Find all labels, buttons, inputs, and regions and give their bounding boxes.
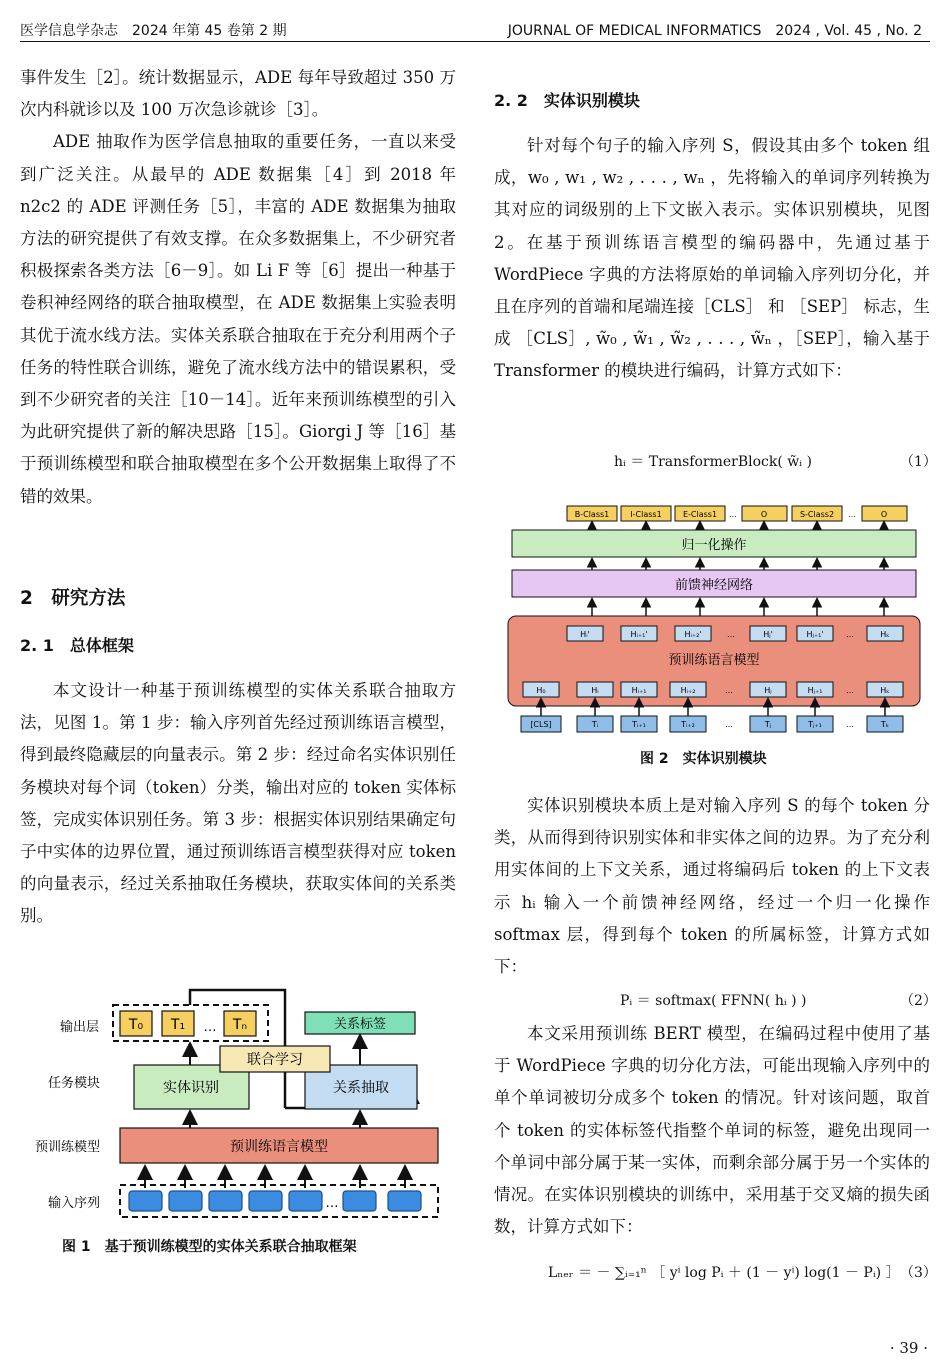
- right-column-lower: [494, 1018, 930, 1243]
- fig2-hbot-8: Hₖ: [880, 686, 890, 695]
- fig2-t-2: Tᵢ₊₁: [632, 720, 646, 729]
- fig2-hbot-0: H₀: [536, 686, 546, 695]
- fig2-hbot-5: Hⱼ: [764, 686, 772, 695]
- fig1-input-token: [343, 1191, 376, 1211]
- figure-2-caption: 图 2 实体识别模块: [640, 751, 767, 767]
- subsection-heading-framework: 2. 1 总体框架: [20, 636, 134, 655]
- fig2-htop-2: Hᵢ₊₂': [684, 630, 702, 639]
- fig2-htop-7: Hₖ: [880, 630, 890, 639]
- fig2-t-5: Tⱼ: [764, 720, 772, 729]
- fig2-t-7: …: [846, 720, 854, 729]
- fig2-hbot-4: …: [725, 686, 733, 695]
- fig2-t-3: Tᵢ₊₂: [681, 720, 695, 729]
- fig1-plm-label: 预训练语言模型: [230, 1139, 328, 1155]
- fig2-t-1: Tᵢ: [591, 720, 599, 729]
- fig2-htop-4: Hⱼ': [763, 630, 773, 639]
- left-column-upper: [20, 62, 456, 513]
- fig2-norm-label: 归一化操作: [681, 538, 747, 553]
- fig2-htop-5: Hⱼ₊₁': [806, 630, 824, 639]
- fig2-htop-0: Hᵢ': [580, 630, 590, 639]
- fig1-token-1-label: T₁: [170, 1017, 186, 1033]
- fig2-t-6: Tⱼ₊₁: [808, 720, 822, 729]
- fig1-ner-label: 实体识别: [163, 1080, 219, 1096]
- fig2-label-5: S-Class2: [799, 510, 835, 519]
- fig2-hbot-1: Hᵢ: [591, 686, 599, 695]
- paragraph-framework: 本文设计一种基于预训练模型的实体关系联合抽取方法，见图 1。第 1 步：输入序列首先经过预训练语言模型，得到最终隐藏层的向量表示。第 2 步：经过命名实体识别任务模块对每个词（token）分类，输出对应的 token 实体标签，完成实体识别任务。第 3 步：根据实体识别结果确定句子中实体的边界位置，通过预训练语言模型获得对应 token 的向量表示，经过关系抽取任务模块，获取实体间的关系类别。: [20, 681, 456, 926]
- figure-1-caption: 图 1 基于预训练模型的实体关系联合抽取框架: [62, 1239, 357, 1255]
- fig2-label-1: I-Class1: [630, 510, 662, 519]
- left-column-lower: [20, 675, 456, 933]
- fig2-hbot-2: Hᵢ₊₁: [631, 686, 647, 695]
- fig1-input-ellipsis: …: [325, 1196, 339, 1211]
- fig2-label-3: …: [729, 510, 737, 519]
- fig1-output-ellipsis: …: [203, 1020, 217, 1035]
- equation-1: hᵢ ＝ TransformerBlock( w̃ᵢ ): [614, 454, 813, 470]
- fig1-label-task: 任务模块: [48, 1076, 101, 1091]
- fig2-hbot-7: …: [846, 686, 854, 695]
- paragraph-ade-background: ADE 抽取作为医学信息抽取的重要任务，一直以来受到广泛关注。从最早的 ADE 数据集［4］到 2018 年 n2c2 的 ADE 评测任务［5］，丰富的 ADE 数据集为抽取方法的研究提供了有效支撑。在众多数据集上，不少研究者积极探索各类方法［6－9］。如 Li F 等［6］提出一种基于卷积神经网络的联合抽取模型，在 ADE 数据集上实验表明其优于流水线方法。实体关系联合抽取在于充分利用两个子任务的特性联合训练，避免了流水线方法中的错误累积，受到不少研究者的关注［10－14］。近年来预训练模型的引入为此研究提供了新的解决思路［15］。Giorgi J 等［16］基于预训练模型和联合抽取模型在多个公开数据集上取得了不错的效果。: [20, 132, 456, 506]
- fig1-input-token: [169, 1191, 202, 1211]
- fig2-htop-1: Hᵢ₊₁': [630, 630, 648, 639]
- journal-header-right: JOURNAL OF MEDICAL INFORMATICS 2024 , Vol. 45 , No. 2: [507, 23, 922, 39]
- fig2-htop-6: …: [846, 630, 854, 639]
- equation-2-number: （2）: [900, 993, 937, 1009]
- fig2-hbot-6: Hⱼ₊₁: [807, 686, 823, 695]
- fig1-relation-label: 关系标签: [333, 1017, 387, 1032]
- right-column-middle: [494, 790, 930, 983]
- figure-2-diagram: [505, 498, 925, 738]
- journal-header-left: 医学信息学杂志 2024 年第 45 卷第 2 期: [20, 23, 287, 39]
- fig1-token-0-label: T₀: [128, 1017, 144, 1033]
- fig2-label-6: …: [848, 510, 856, 519]
- fig2-htop-3: …: [727, 630, 735, 639]
- fig2-label-row: [567, 506, 907, 521]
- fig2-t-0: [CLS]: [530, 720, 552, 729]
- fig1-label-input: 输入序列: [48, 1196, 101, 1211]
- paragraph-intro-end: 事件发生［2］。统计数据显示，ADE 每年导致超过 350 万次内科就诊以及 100 万次急诊就诊［3］。: [20, 68, 456, 120]
- figure-1-diagram: [30, 985, 450, 1225]
- fig2-plm-label: 预训练语言模型: [668, 653, 760, 668]
- fig2-label-2: E-Class1: [682, 510, 718, 519]
- equation-3-number: （3）: [900, 1265, 937, 1281]
- fig2-label-0: B-Class1: [574, 510, 610, 519]
- fig2-label-4: O: [760, 510, 768, 519]
- fig2-hbot-3: Hᵢ₊₂: [680, 686, 696, 695]
- section-heading-methods: 2 研究方法: [20, 588, 126, 609]
- fig1-label-pretrain: 预训练模型: [35, 1140, 101, 1155]
- header-rule: [20, 41, 930, 42]
- fig1-joint-label: 联合学习: [247, 1052, 303, 1068]
- subsection-heading-ner: 2. 2 实体识别模块: [494, 91, 640, 110]
- equation-2: Pᵢ ＝ softmax( FFNN( hᵢ ) ): [620, 993, 807, 1009]
- right-column-upper: [494, 130, 930, 388]
- fig2-t-4: …: [725, 720, 733, 729]
- fig2-t-8: Tₖ: [880, 720, 890, 729]
- equation-1-number: （1）: [900, 454, 937, 470]
- fig1-input-token: [249, 1191, 282, 1211]
- fig1-input-token: [388, 1191, 421, 1211]
- fig1-label-output: 输出层: [60, 1020, 100, 1035]
- fig1-input-token: [289, 1191, 322, 1211]
- fig2-ffnn-label: 前馈神经网络: [674, 578, 754, 593]
- fig1-token-n-label: Tₙ: [232, 1017, 248, 1033]
- paragraph-ner-classification: 实体识别模块本质上是对输入序列 S 的每个 token 分类，从而得到待识别实体和非实体之间的边界。为了充分利用实体间的上下文关系，通过将编码后 token 的上下文表示 hᵢ 输入一个前馈神经网络，经过一个归一化操作 softmax 层，得到每个 token 的所属标签，计算方式如下：: [494, 796, 930, 977]
- equation-3: Lₙₑᵣ ＝ － ∑ᵢ₌₁ⁿ ［ yⁱ log Pᵢ ＋ (1 － yⁱ) log(1 － Pᵢ) ］: [548, 1265, 900, 1281]
- fig2-label-7: O: [880, 510, 888, 519]
- fig1-re-label: 关系抽取: [333, 1080, 389, 1096]
- paragraph-ner-intro: 针对每个句子的输入序列 S，假设其由多个 token 组成，w₀ , w₁ , w₂ , . . . , wₙ ，先将输入的单词序列转换为其对应的词级别的上下文嵌入表示。实体识别模块，见图 2。在基于预训练语言模型的编码器中，先通过基于 WordPiece 字典的方法将原始的单词输入序列切分化，并且在序列的首端和尾端连接［CLS］ 和 ［SEP］ 标志，生成 ［CLS］, w̃₀ , w̃₁ , w̃₂ , . . . , w̃ₙ ，［SEP］，输入基于 Transformer 的模块进行编码，计算方式如下：: [494, 136, 930, 381]
- fig1-input-token: [209, 1191, 242, 1211]
- paragraph-bert-wordpiece: 本文采用预训练 BERT 模型，在编码过程中使用了基于 WordPiece 字典的切分化方法，可能出现输入序列中的单个单词被切分成多个 token 的情况。针对该问题，取首个 token 的实体标签代指整个单词的标签，避免出现同一个单词中部分属于某一实体，而剩余部分属于另一个实体的情况。在实体识别模块的训练中，采用基于交叉熵的损失函数，计算方式如下：: [494, 1024, 930, 1237]
- fig1-input-token: [129, 1191, 162, 1211]
- page-number: · 39 ·: [889, 1339, 928, 1357]
